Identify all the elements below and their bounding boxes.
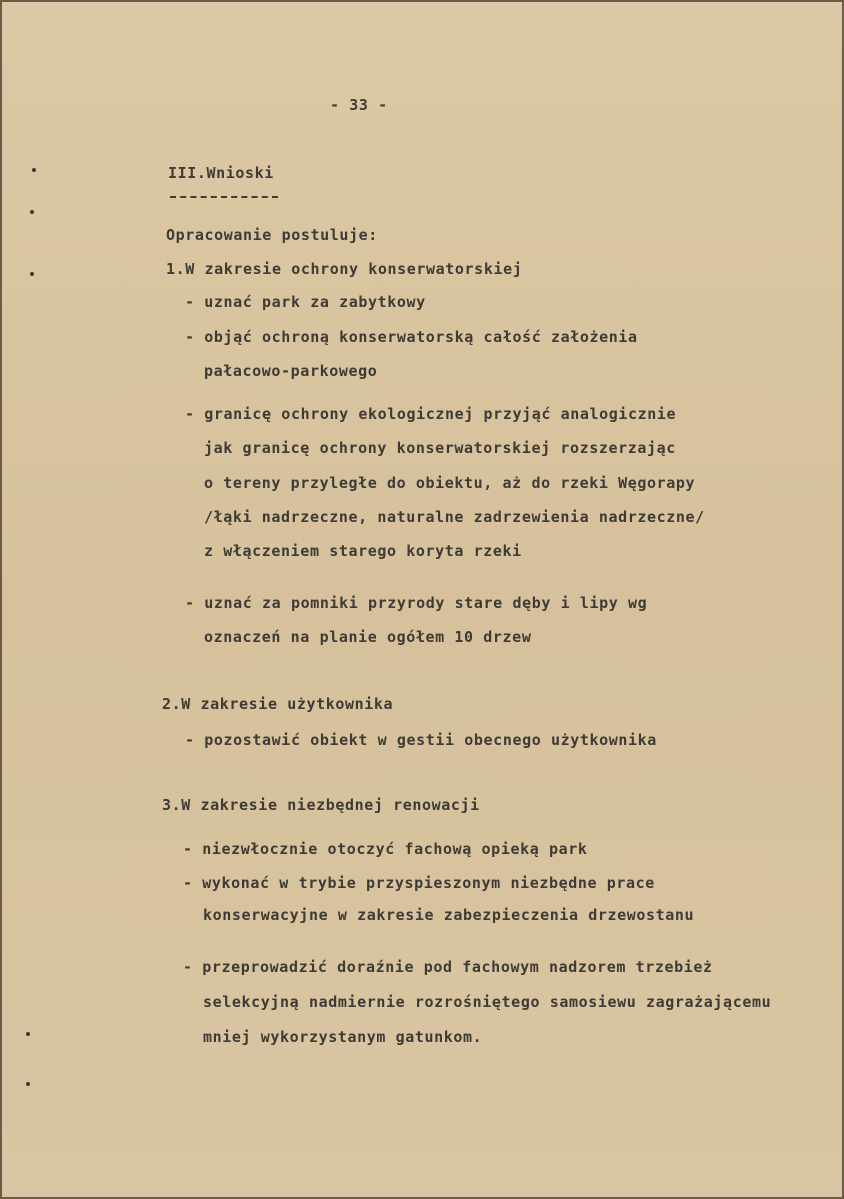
list-item-continuation: pałacowo-parkowego xyxy=(204,362,378,380)
list-item-continuation: konserwacyjne w zakresie zabezpieczenia drzewostanu xyxy=(203,906,695,924)
page-number: - 33 - xyxy=(330,96,388,114)
list-item-continuation: o tereny przyległe do obiektu, aż do rzeki Węgorapy xyxy=(204,474,696,492)
section-1-title: 1.W zakresie ochrony konserwatorskiej xyxy=(166,260,523,278)
punch-hole-mark xyxy=(30,272,34,276)
punch-hole-mark xyxy=(32,168,36,172)
list-item: - granicę ochrony ekologicznej przyjąć analogicznie xyxy=(185,405,677,423)
list-item: - wykonać w trybie przyspieszonym niezbędne prace xyxy=(183,874,655,892)
section-3-title: 3.W zakresie niezbędnej renowacji xyxy=(162,796,480,814)
list-item-continuation: oznaczeń na planie ogółem 10 drzew xyxy=(204,628,532,646)
list-item: - uznać za pomniki przyrody stare dęby i lipy wg xyxy=(185,594,648,612)
list-item: - uznać park za zabytkowy xyxy=(185,293,426,311)
list-item-continuation: /łąki nadrzeczne, naturalne zadrzewienia nadrzeczne/ xyxy=(204,508,705,526)
list-item-continuation: jak granicę ochrony konserwatorskiej rozszerzając xyxy=(204,439,676,457)
list-item: - przeprowadzić doraźnie pod fachowym nadzorem trzebież xyxy=(183,958,713,976)
list-item: - pozostawić obiekt w gestii obecnego użytkownika xyxy=(185,731,657,749)
list-item: - objąć ochroną konserwatorską całość założenia xyxy=(185,328,638,346)
section-2-title: 2.W zakresie użytkownika xyxy=(162,695,394,713)
section-heading: III.Wnioski xyxy=(168,164,274,182)
punch-hole-mark xyxy=(26,1032,30,1036)
punch-hole-mark xyxy=(26,1082,30,1086)
heading-underline xyxy=(170,196,278,198)
list-item: - niezwłocznie otoczyć fachową opieką park xyxy=(183,840,588,858)
list-item-continuation: mniej wykorzystanym gatunkom. xyxy=(203,1028,483,1046)
intro-text: Opracowanie postuluje: xyxy=(166,226,378,244)
list-item-continuation: selekcyjną nadmiernie rozrośniętego samosiewu zagrażającemu xyxy=(203,993,772,1011)
list-item-continuation: z włączeniem starego koryta rzeki xyxy=(204,542,522,560)
punch-hole-mark xyxy=(30,210,34,214)
